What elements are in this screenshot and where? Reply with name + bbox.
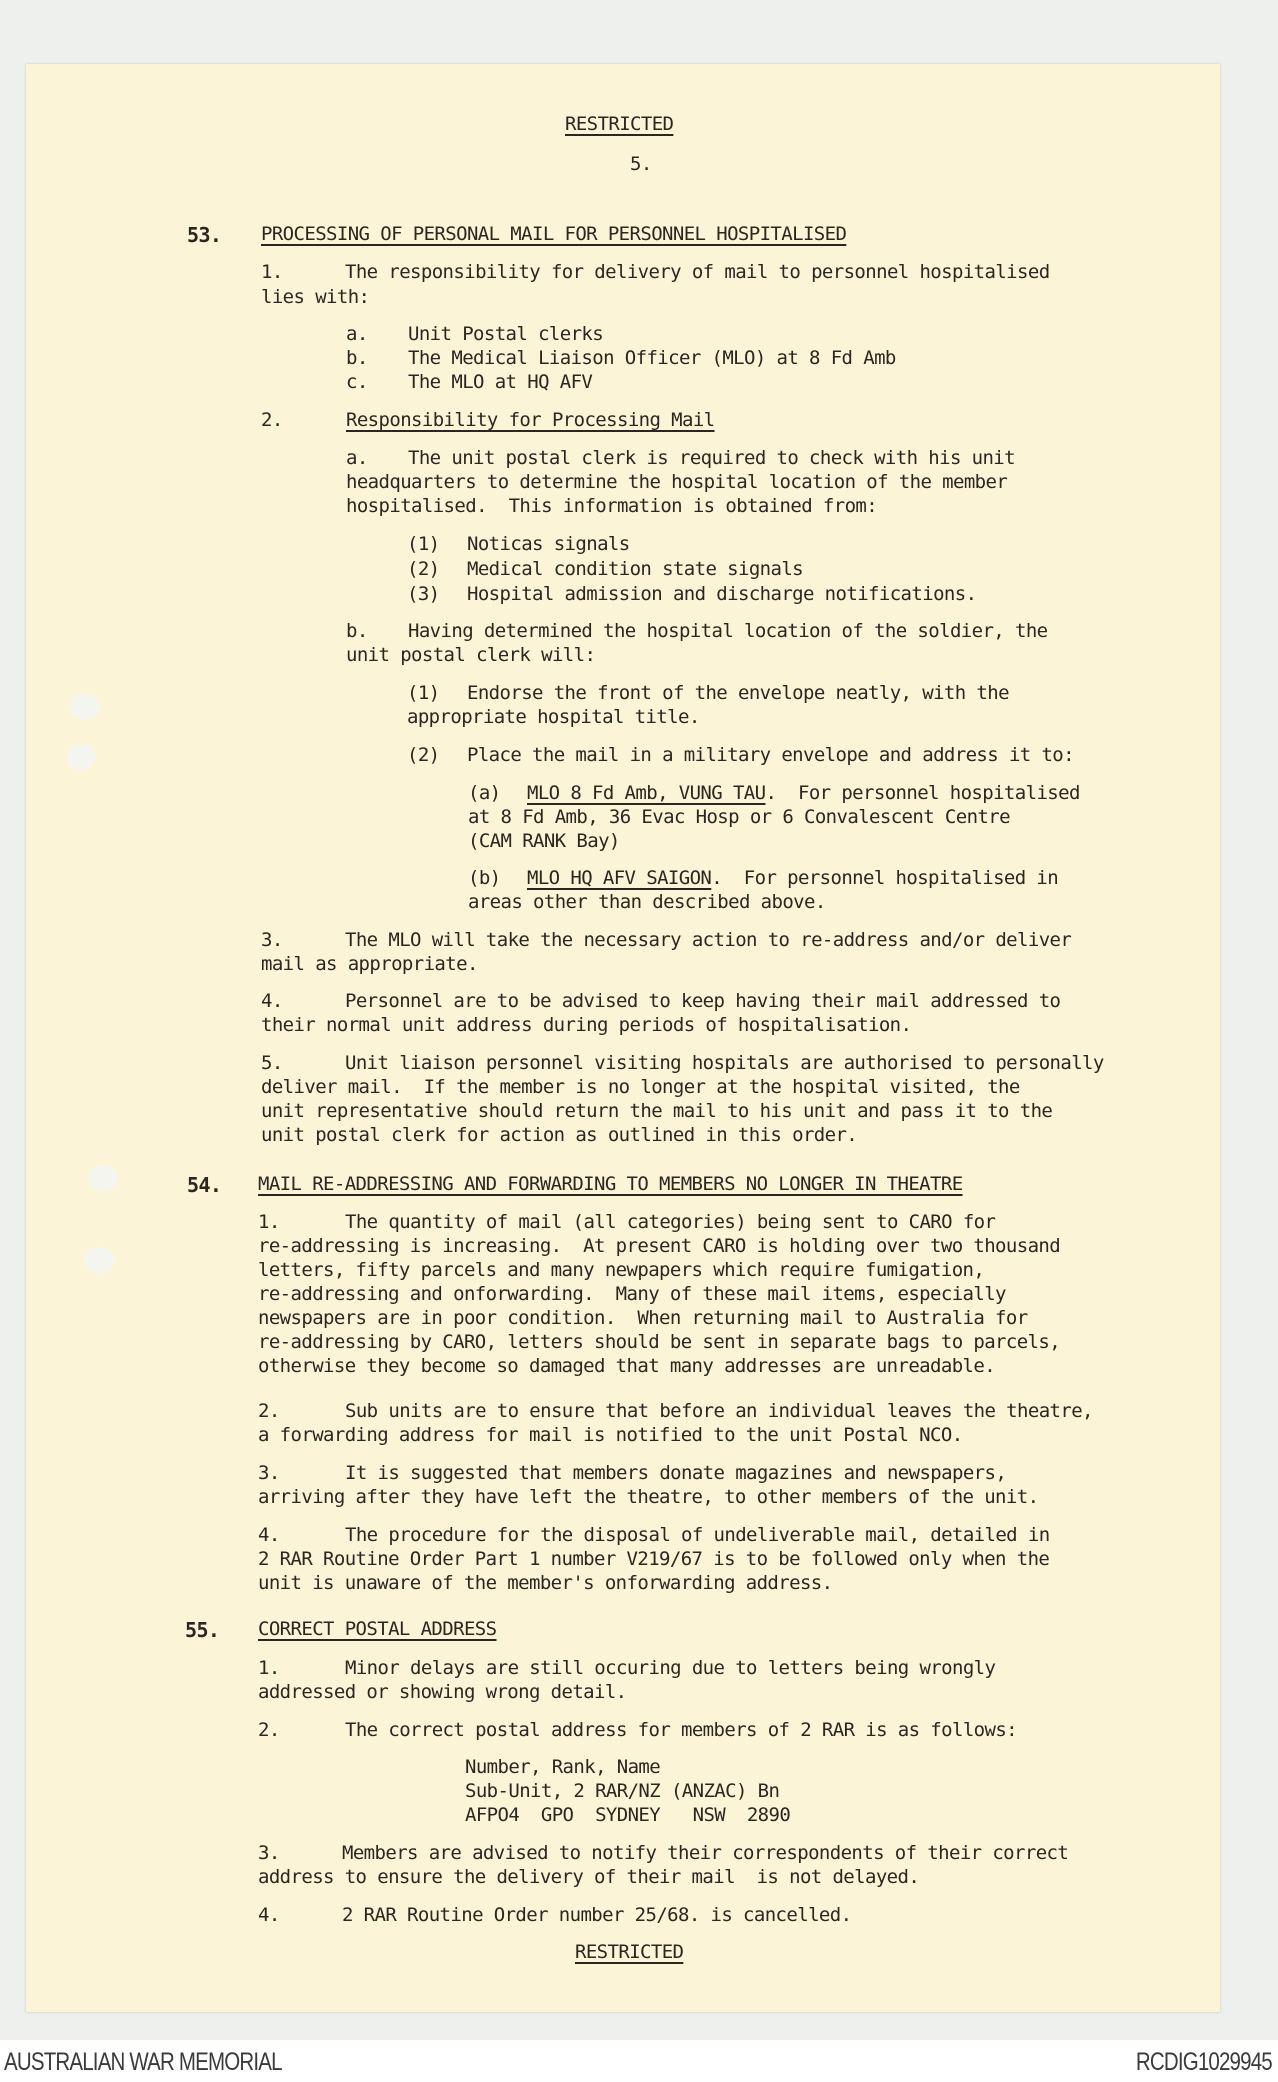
paragraph-number: 1.	[258, 1657, 280, 1679]
list-label: a.	[346, 323, 368, 345]
list-label: (a)	[468, 782, 501, 804]
paragraph-text: deliver mail. If the member is no longer at the hospital visited, the	[261, 1076, 1020, 1098]
paragraph-text: unit is unaware of the member's onforwarding address.	[258, 1572, 833, 1594]
paragraph-number: 3.	[258, 1462, 280, 1484]
mlo-address: MLO HQ AFV SAIGON	[527, 867, 712, 889]
paragraph-number: 4.	[258, 1904, 280, 1926]
list-label: b.	[346, 347, 368, 369]
paragraph-text: unit representative should return the mail to his unit and pass it to the	[261, 1100, 1053, 1122]
paragraph-text: Place the mail in a military envelope and address it to:	[467, 744, 1074, 766]
paragraph-text: Members are advised to notify their correspondents of their correct	[342, 1842, 1069, 1864]
paragraph-text: newspapers are in poor condition. When returning mail to Australia for	[258, 1307, 1028, 1329]
paragraph-text: The quantity of mail (all categories) being sent to CARO for	[345, 1211, 996, 1233]
list-label: (2)	[407, 744, 440, 766]
address-line: Number, Rank, Name	[465, 1756, 661, 1778]
paragraph-text: The MLO will take the necessary action to re-address and/or deliver	[345, 929, 1072, 951]
paragraph-text: mail as appropriate.	[261, 953, 478, 975]
punch-hole	[66, 744, 96, 770]
paragraph-text: re-addressing by CARO, letters should be sent in separate bags to parcels,	[258, 1331, 1061, 1353]
paragraph-text: Endorse the front of the envelope neatly, with the	[467, 682, 1009, 704]
archive-name: AUSTRALIAN WAR MEMORIAL	[4, 2048, 282, 2076]
paragraph-text: The unit postal clerk is required to check with his unit	[408, 447, 1015, 469]
paragraph-text: The correct postal address for members of 2 RAR is as follows:	[345, 1719, 1018, 1741]
address-line	[527, 866, 1058, 891]
subheading: Responsibility for Processing Mail	[346, 409, 715, 431]
paragraph-text: areas other than described above.	[468, 891, 826, 913]
punch-hole	[88, 1165, 118, 1191]
classification-header: RESTRICTED	[565, 113, 674, 135]
list-item: Hospital admission and discharge notifications.	[467, 583, 977, 605]
record-id: RCDIG1029945	[1135, 2048, 1272, 2076]
paragraph-number: 4.	[261, 990, 283, 1012]
paragraph-number: 4.	[258, 1524, 280, 1546]
paragraph-text: a forwarding address for mail is notified to the unit Postal NCO.	[258, 1424, 963, 1446]
paragraph-text: at 8 Fd Amb, 36 Evac Hosp or 6 Convalescent Centre	[468, 806, 1010, 828]
paragraph-text: 2 RAR Routine Order number 25/68. is cancelled.	[342, 1904, 852, 1926]
paragraph-text: hospitalised. This information is obtained from:	[346, 495, 878, 517]
paragraph-number: 2.	[258, 1400, 280, 1422]
paragraph-text: re-addressing is increasing. At present CARO is holding over two thousand	[258, 1235, 1061, 1257]
paragraph-text: re-addressing and onforwarding. Many of these mail items, especially	[258, 1283, 1006, 1305]
list-item: Unit Postal clerks	[408, 323, 604, 345]
paragraph-number: 3.	[261, 929, 283, 951]
section-title: CORRECT POSTAL ADDRESS	[258, 1618, 497, 1640]
address-line: Sub-Unit, 2 RAR/NZ (ANZAC) Bn	[465, 1780, 780, 1802]
paragraph-text: appropriate hospital title.	[407, 706, 700, 728]
classification-footer: RESTRICTED	[575, 1941, 684, 1963]
list-label: (1)	[407, 533, 440, 555]
paragraph-text: unit postal clerk will:	[346, 644, 596, 666]
paragraph-text: arriving after they have left the theatre, to other members of the unit.	[258, 1486, 1039, 1508]
archive-footer	[0, 2040, 1278, 2082]
paragraph-text: The procedure for the disposal of undeliverable mail, detailed in	[345, 1524, 1050, 1546]
paragraph-text: otherwise they become so damaged that many addresses are unreadable.	[258, 1355, 996, 1377]
list-label: (3)	[407, 583, 440, 605]
list-label: (b)	[468, 867, 501, 889]
list-label: b.	[346, 620, 368, 642]
paragraph-text: (CAM RANK Bay)	[468, 830, 620, 852]
section-number: 53.	[187, 223, 222, 247]
paragraph-text: . For personnel hospitalised	[765, 782, 1080, 804]
list-item: Noticas signals	[467, 533, 630, 555]
paragraph-text: address to ensure the delivery of their mail is not delayed.	[258, 1866, 920, 1888]
paragraph-text: their normal unit address during periods of hospitalisation.	[261, 1014, 912, 1036]
paragraph-text: The responsibility for delivery of mail to personnel hospitalised	[345, 261, 1050, 283]
paragraph-text: Having determined the hospital location of the soldier, the	[408, 620, 1048, 642]
list-label: c.	[346, 371, 368, 393]
list-item: Medical condition state signals	[467, 558, 804, 580]
punch-hole	[70, 694, 100, 720]
list-label: (1)	[407, 682, 440, 704]
list-item: The MLO at HQ AFV	[408, 371, 593, 393]
list-label: (2)	[407, 558, 440, 580]
paragraph-text: addressed or showing wrong detail.	[258, 1681, 627, 1703]
paragraph-text: unit postal clerk for action as outlined in this order.	[261, 1124, 858, 1146]
list-label: a.	[346, 447, 368, 469]
paragraph-number: 1.	[258, 1211, 280, 1233]
paragraph-text: letters, fifty parcels and many newpapers which require fumigation,	[258, 1259, 985, 1281]
page-number: 5.	[630, 153, 652, 175]
paragraph-text: Unit liaison personnel visiting hospitals are authorised to personally	[345, 1052, 1104, 1074]
paragraph-text: lies with:	[261, 286, 370, 308]
paragraph-text: 2 RAR Routine Order Part 1 number V219/67 is to be followed only when the	[258, 1548, 1050, 1570]
punch-hole	[84, 1247, 114, 1273]
paragraph-text: It is suggested that members donate magazines and newspapers,	[345, 1462, 1007, 1484]
section-number: 54.	[187, 1173, 222, 1197]
section-title: PROCESSING OF PERSONAL MAIL FOR PERSONNEL HOSPITALISED	[261, 223, 847, 245]
paragraph-text: Sub units are to ensure that before an individual leaves the theatre,	[345, 1400, 1093, 1422]
paragraph-text: headquarters to determine the hospital location of the member	[346, 471, 1008, 493]
address-line	[527, 781, 1080, 806]
mlo-address: MLO 8 Fd Amb, VUNG TAU	[527, 782, 766, 804]
paragraph-number: 2.	[258, 1719, 280, 1741]
address-line: AFPO4 GPO SYDNEY NSW 2890	[465, 1804, 791, 1826]
paragraph-text: Minor delays are still occuring due to letters being wrongly	[345, 1657, 996, 1679]
paragraph-number: 3.	[258, 1842, 280, 1864]
paragraph-text: Personnel are to be advised to keep having their mail addressed to	[345, 990, 1061, 1012]
list-item: The Medical Liaison Officer (MLO) at 8 Fd Amb	[408, 347, 896, 369]
paragraph-text: . For personnel hospitalised in	[711, 867, 1059, 889]
section-number: 55.	[185, 1618, 220, 1642]
paragraph-number: 1.	[261, 261, 283, 283]
paragraph-number: 5.	[261, 1052, 283, 1074]
section-title: MAIL RE-ADDRESSING AND FORWARDING TO MEMBERS NO LONGER IN THEATRE	[258, 1173, 963, 1195]
paragraph-number: 2.	[261, 409, 283, 431]
